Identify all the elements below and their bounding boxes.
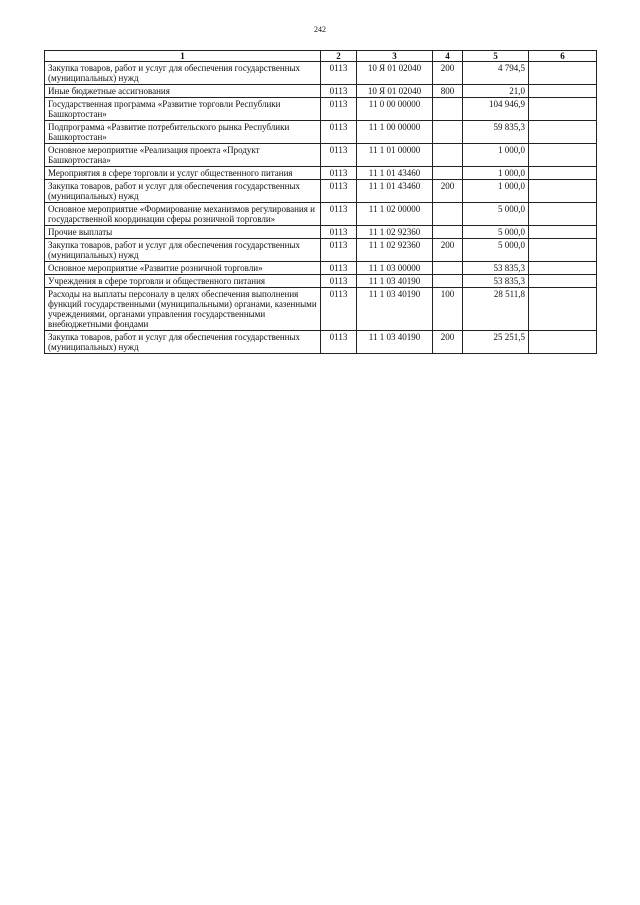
table-row [45, 275, 597, 288]
row-amount: 4 794,5 [463, 62, 529, 85]
row-name: Учреждения в сфере торговли и общественного питания [45, 275, 321, 288]
table-row [45, 85, 597, 98]
row-target-article: 10 Я 01 02040 [357, 85, 433, 98]
row-name: Закупка товаров, работ и услуг для обеспечения государственных (муниципальных) нужд [45, 180, 321, 203]
row-target-article: 11 1 01 00000 [357, 144, 433, 167]
row-name: Закупка товаров, работ и услуг для обеспечения государственных (муниципальных) нужд [45, 62, 321, 85]
row-name: Закупка товаров, работ и услуг для обеспечения государственных (муниципальных) нужд [45, 239, 321, 262]
column-header-5: 5 [463, 51, 529, 62]
row-amount: 21,0 [463, 85, 529, 98]
row-section-code: 0113 [321, 98, 357, 121]
budget-table [44, 50, 597, 354]
row-section-code: 0113 [321, 144, 357, 167]
column-header-4: 4 [433, 51, 463, 62]
row-column-6 [529, 85, 597, 98]
row-expense-type [433, 144, 463, 167]
row-column-6 [529, 262, 597, 275]
table-row [45, 262, 597, 275]
row-name: Подпрограмма «Развитие потребительского рынка Республики Башкортостан» [45, 121, 321, 144]
row-column-6 [529, 226, 597, 239]
table-row [45, 98, 597, 121]
row-section-code: 0113 [321, 203, 357, 226]
row-name: Основное мероприятие «Формирование механизмов регулирования и государственной координации сферы розничной торговли» [45, 203, 321, 226]
row-target-article: 11 1 02 92360 [357, 239, 433, 262]
table-row [45, 203, 597, 226]
table-row [45, 62, 597, 85]
row-section-code: 0113 [321, 331, 357, 354]
row-expense-type: 200 [433, 62, 463, 85]
row-section-code: 0113 [321, 262, 357, 275]
row-section-code: 0113 [321, 85, 357, 98]
row-expense-type [433, 98, 463, 121]
table-row [45, 167, 597, 180]
row-target-article: 11 1 02 00000 [357, 203, 433, 226]
row-target-article: 11 1 03 40190 [357, 288, 433, 331]
row-column-6 [529, 239, 597, 262]
row-expense-type [433, 275, 463, 288]
row-column-6 [529, 275, 597, 288]
row-expense-type [433, 203, 463, 226]
table-row [45, 144, 597, 167]
row-amount: 1 000,0 [463, 180, 529, 203]
row-section-code: 0113 [321, 275, 357, 288]
row-amount: 5 000,0 [463, 239, 529, 262]
table-header-row [45, 51, 597, 62]
row-column-6 [529, 167, 597, 180]
row-section-code: 0113 [321, 167, 357, 180]
column-header-6: 6 [529, 51, 597, 62]
row-column-6 [529, 203, 597, 226]
row-name: Мероприятия в сфере торговли и услуг общественного питания [45, 167, 321, 180]
row-name: Основное мероприятие «Реализация проекта «Продукт Башкортостана» [45, 144, 321, 167]
row-amount: 25 251,5 [463, 331, 529, 354]
row-column-6 [529, 62, 597, 85]
row-name: Расходы на выплаты персоналу в целях обеспечения выполнения функций государственными (муниципальными) органами, казенными учреждениями, органами управления государственными внебюджетными фондами [45, 288, 321, 331]
row-expense-type: 200 [433, 180, 463, 203]
column-header-3: 3 [357, 51, 433, 62]
row-column-6 [529, 288, 597, 331]
row-target-article: 11 1 01 43460 [357, 167, 433, 180]
row-name: Прочие выплаты [45, 226, 321, 239]
row-column-6 [529, 98, 597, 121]
row-column-6 [529, 180, 597, 203]
row-target-article: 11 1 03 40190 [357, 275, 433, 288]
row-expense-type: 100 [433, 288, 463, 331]
row-target-article: 11 1 02 92360 [357, 226, 433, 239]
row-amount: 53 835,3 [463, 262, 529, 275]
row-amount: 53 835,3 [463, 275, 529, 288]
table-row [45, 226, 597, 239]
row-column-6 [529, 144, 597, 167]
row-target-article: 10 Я 01 02040 [357, 62, 433, 85]
row-expense-type: 200 [433, 331, 463, 354]
row-target-article: 11 0 00 00000 [357, 98, 433, 121]
row-name: Основное мероприятие «Развитие розничной торговли» [45, 262, 321, 275]
row-column-6 [529, 331, 597, 354]
row-amount: 28 511,8 [463, 288, 529, 331]
table-row [45, 121, 597, 144]
row-section-code: 0113 [321, 180, 357, 203]
row-amount: 104 946,9 [463, 98, 529, 121]
row-expense-type: 800 [433, 85, 463, 98]
row-amount: 5 000,0 [463, 226, 529, 239]
row-section-code: 0113 [321, 288, 357, 331]
row-amount: 59 835,3 [463, 121, 529, 144]
page-number: 242 [314, 25, 326, 34]
table-row [45, 331, 597, 354]
table-body [45, 62, 597, 354]
row-target-article: 11 1 03 40190 [357, 331, 433, 354]
row-amount: 5 000,0 [463, 203, 529, 226]
row-section-code: 0113 [321, 62, 357, 85]
row-section-code: 0113 [321, 239, 357, 262]
table-row [45, 180, 597, 203]
table-row [45, 288, 597, 331]
column-header-1: 1 [45, 51, 321, 62]
row-column-6 [529, 121, 597, 144]
column-header-2: 2 [321, 51, 357, 62]
row-target-article: 11 1 01 43460 [357, 180, 433, 203]
row-target-article: 11 1 00 00000 [357, 121, 433, 144]
row-section-code: 0113 [321, 121, 357, 144]
row-name: Государственная программа «Развитие торговли Республики Башкортостан» [45, 98, 321, 121]
row-name: Иные бюджетные ассигнования [45, 85, 321, 98]
row-expense-type [433, 121, 463, 144]
row-expense-type [433, 262, 463, 275]
row-name: Закупка товаров, работ и услуг для обеспечения государственных (муниципальных) нужд [45, 331, 321, 354]
row-target-article: 11 1 03 00000 [357, 262, 433, 275]
row-amount: 1 000,0 [463, 144, 529, 167]
row-expense-type: 200 [433, 239, 463, 262]
table-row [45, 239, 597, 262]
row-amount: 1 000,0 [463, 167, 529, 180]
row-expense-type [433, 167, 463, 180]
row-section-code: 0113 [321, 226, 357, 239]
row-expense-type [433, 226, 463, 239]
